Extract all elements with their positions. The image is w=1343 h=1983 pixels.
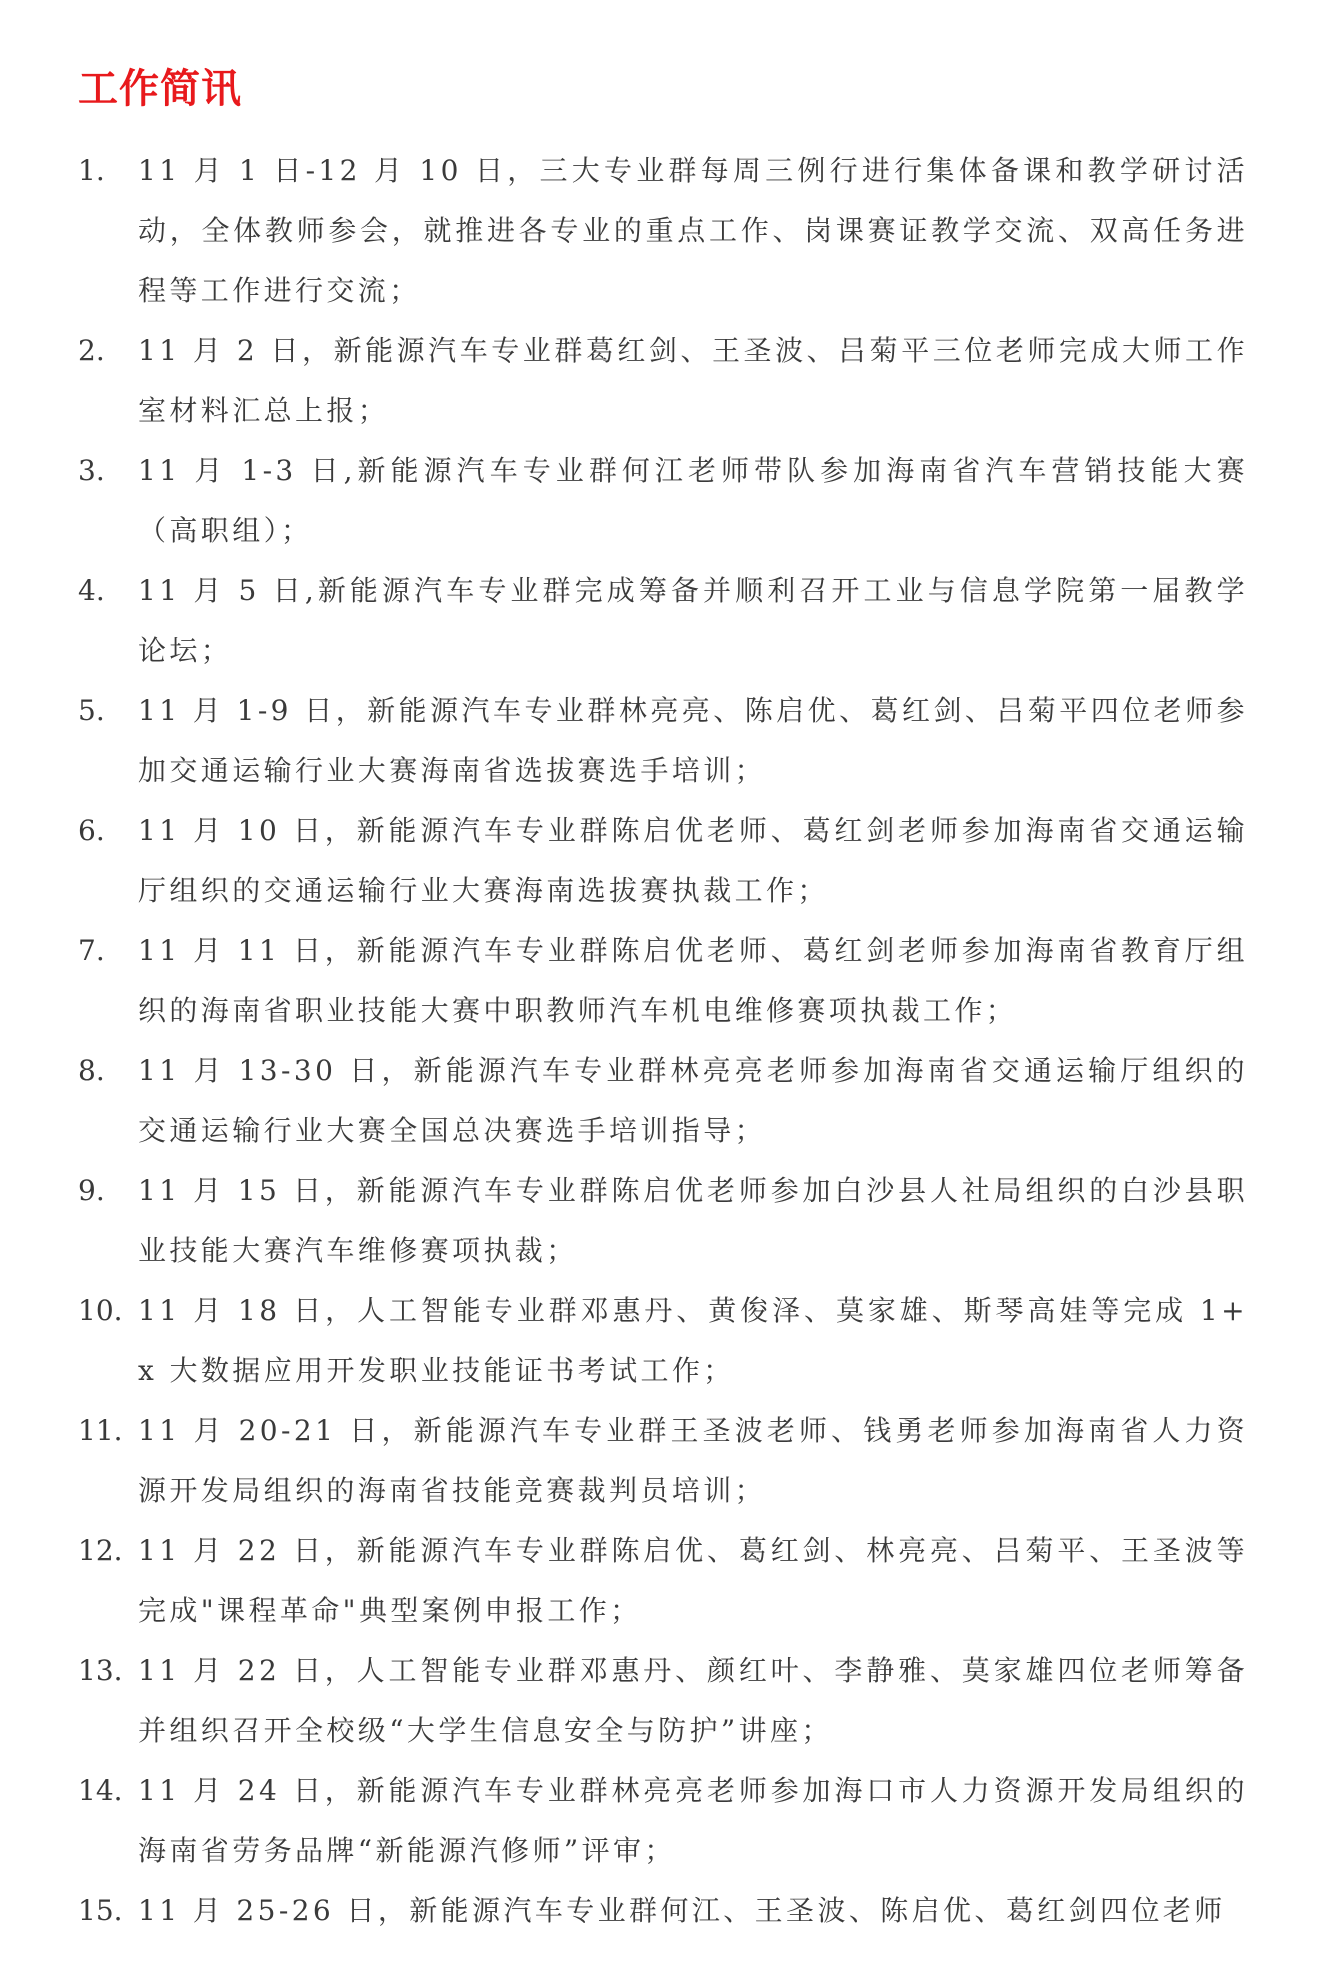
news-list: [0, 141, 1343, 1941]
item-number: 2.: [78, 334, 105, 367]
item-number: 14.: [78, 1774, 123, 1807]
item-text: 11 月 2 日，新能源汽车专业群葛红剑、王圣波、吕菊平三位老师完成大师工作室材料汇总上报；: [138, 334, 1248, 427]
item-number: 4.: [78, 574, 105, 607]
item-number: 13.: [78, 1654, 123, 1687]
item-number: 8.: [78, 1054, 105, 1087]
list-item: [0, 681, 1343, 801]
item-text: 11 月 1 日-12 月 10 日，三大专业群每周三例行进行集体备课和教学研讨活动，全体教师参会，就推进各专业的重点工作、岗课赛证教学交流、双高任务进程等工作进行交流；: [138, 154, 1248, 307]
item-text: 11 月 22 日，新能源汽车专业群陈启优、葛红剑、林亮亮、吕菊平、王圣波等完成"课程革命"典型案例申报工作；: [138, 1534, 1248, 1627]
list-item: [0, 1641, 1343, 1761]
item-text: 11 月 24 日，新能源汽车专业群林亮亮老师参加海口市人力资源开发局组织的海南省劳务品牌“新能源汽修师”评审；: [138, 1774, 1248, 1867]
list-item: [0, 1881, 1343, 1941]
item-number: 5.: [78, 694, 105, 727]
item-text: 11 月 25-26 日，新能源汽车专业群何江、王圣波、陈启优、葛红剑四位老师: [138, 1894, 1226, 1927]
item-text: 11 月 1-3 日,新能源汽车专业群何江老师带队参加海南省汽车营销技能大赛（高职组）；: [138, 454, 1248, 547]
item-text: 11 月 13-30 日，新能源汽车专业群林亮亮老师参加海南省交通运输厅组织的交通运输行业大赛全国总决赛选手培训指导；: [138, 1054, 1248, 1147]
list-item: [0, 1521, 1343, 1641]
item-number: 7.: [78, 934, 105, 967]
list-item: [0, 321, 1343, 441]
item-text: 11 月 22 日，人工智能专业群邓惠丹、颜红叶、李静雅、莫家雄四位老师筹备并组织召开全校级“大学生信息安全与防护”讲座；: [138, 1654, 1248, 1747]
list-item: [0, 801, 1343, 921]
list-item: [0, 561, 1343, 681]
item-number: 11.: [78, 1414, 123, 1447]
item-number: 15.: [78, 1894, 123, 1927]
item-text: 11 月 15 日，新能源汽车专业群陈启优老师参加白沙县人社局组织的白沙县职业技能大赛汽车维修赛项执裁；: [138, 1174, 1248, 1267]
list-item: [0, 1281, 1343, 1401]
list-item: [0, 1161, 1343, 1281]
item-text: 11 月 5 日,新能源汽车专业群完成筹备并顺利召开工业与信息学院第一届教学论坛；: [138, 574, 1248, 667]
item-text: 11 月 18 日，人工智能专业群邓惠丹、黄俊泽、莫家雄、斯琴高娃等完成 1+x 大数据应用开发职业技能证书考试工作；: [138, 1294, 1248, 1387]
item-text: 11 月 1-9 日，新能源汽车专业群林亮亮、陈启优、葛红剑、吕菊平四位老师参加交通运输行业大赛海南省选拔赛选手培训；: [138, 694, 1248, 787]
list-item: [0, 1761, 1343, 1881]
list-item: [0, 141, 1343, 321]
item-text: 11 月 20-21 日，新能源汽车专业群王圣波老师、钱勇老师参加海南省人力资源开发局组织的海南省技能竞赛裁判员培训；: [138, 1414, 1248, 1507]
item-number: 12.: [78, 1534, 123, 1567]
item-number: 1.: [78, 154, 105, 187]
item-number: 10.: [78, 1294, 123, 1327]
list-item: [0, 1041, 1343, 1161]
item-text: 11 月 10 日，新能源汽车专业群陈启优老师、葛红剑老师参加海南省交通运输厅组织的交通运输行业大赛海南选拔赛执裁工作；: [138, 814, 1248, 907]
item-number: 6.: [78, 814, 105, 847]
page-title: 工作简讯: [78, 66, 242, 112]
list-item: [0, 1401, 1343, 1521]
item-number: 3.: [78, 454, 105, 487]
item-text: 11 月 11 日，新能源汽车专业群陈启优老师、葛红剑老师参加海南省教育厅组织的海南省职业技能大赛中职教师汽车机电维修赛项执裁工作；: [138, 934, 1248, 1027]
list-item: [0, 441, 1343, 561]
list-item: [0, 921, 1343, 1041]
item-number: 9.: [78, 1174, 105, 1207]
